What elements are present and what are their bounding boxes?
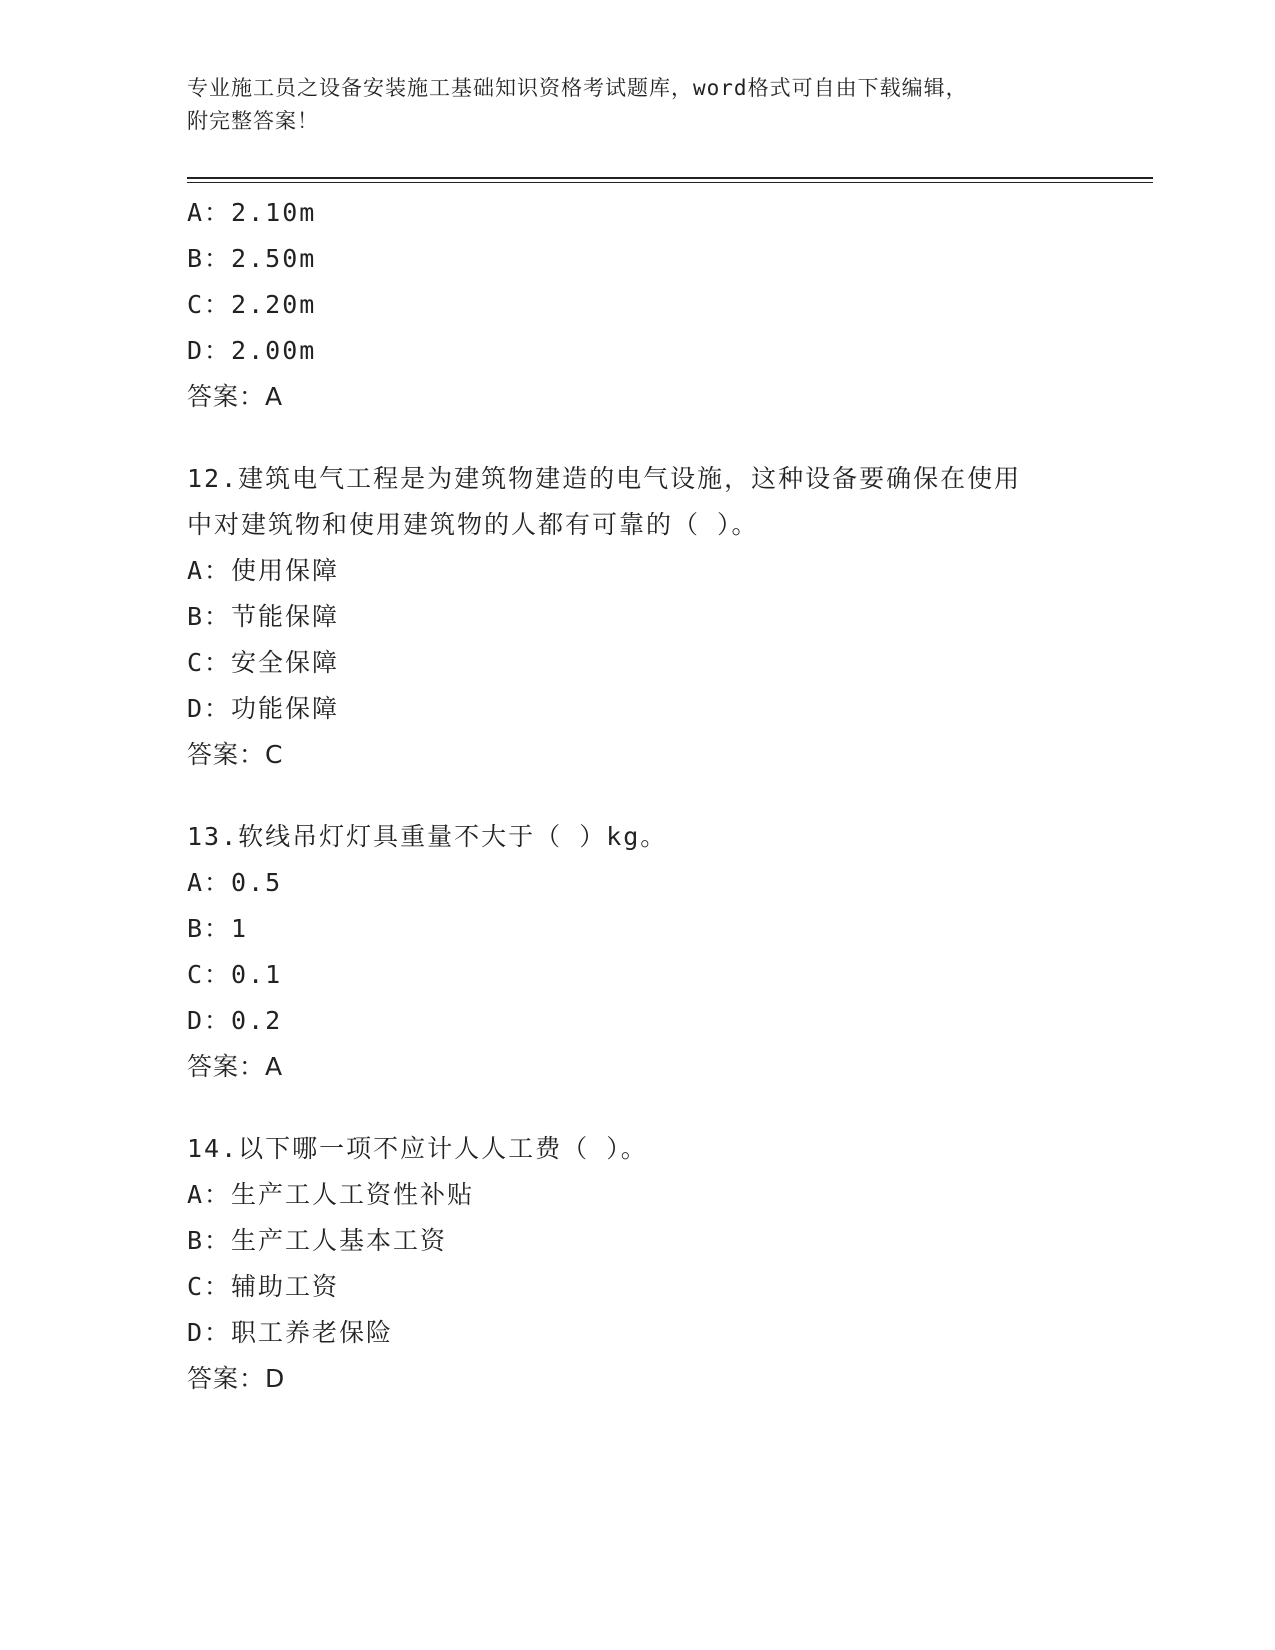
q13-answer: 答案：A [187, 1052, 284, 1081]
q11-option-c: C：2.20m [187, 290, 317, 319]
q12-answer: 答案：C [187, 740, 284, 769]
question-list [187, 190, 1153, 1402]
q11-option-a: A：2.10m [187, 198, 317, 227]
q14-answer: 答案：D [187, 1364, 286, 1393]
q13-stem: 13.软线吊灯灯具重量不大于（ ）kg。 [187, 822, 668, 851]
q13-option-c: C：0.1 [187, 960, 283, 989]
q12-option-b: B：节能保障 [187, 602, 340, 631]
header-divider-thin [187, 182, 1153, 183]
question-14 [187, 1126, 1153, 1402]
header-divider-thick [187, 177, 1153, 179]
page-header [187, 72, 1067, 138]
q14-option-a: A：生产工人工资性补贴 [187, 1180, 475, 1209]
header-line-1: 专业施工员之设备安装施工基础知识资格考试题库，word格式可自由下载编辑， [187, 76, 968, 100]
q11-option-b: B：2.50m [187, 244, 317, 273]
q13-option-b: B：1 [187, 914, 249, 943]
q12-option-a: A：使用保障 [187, 556, 340, 585]
question-11 [187, 190, 1153, 420]
q11-option-d: D：2.00m [187, 336, 317, 365]
q12-stem-line-1: 12.建筑电气工程是为建筑物建造的电气设施，这种设备要确保在使用 [187, 464, 1022, 493]
q14-option-d: D：职工养老保险 [187, 1318, 394, 1347]
q12-option-d: D：功能保障 [187, 694, 340, 723]
question-13 [187, 814, 1153, 1090]
q13-option-d: D：0.2 [187, 1006, 283, 1035]
q14-stem: 14.以下哪一项不应计人人工费（ ）。 [187, 1134, 648, 1163]
q11-answer: 答案：A [187, 382, 284, 411]
q12-stem-line-2: 中对建筑物和使用建筑物的人都有可靠的（ ）。 [187, 510, 759, 539]
q14-option-c: C：辅助工资 [187, 1272, 340, 1301]
q12-option-c: C：安全保障 [187, 648, 340, 677]
question-12 [187, 456, 1153, 778]
header-line-2: 附完整答案！ [187, 109, 319, 133]
q12-stem [187, 456, 1153, 548]
q13-option-a: A：0.5 [187, 868, 283, 897]
q14-option-b: B：生产工人基本工资 [187, 1226, 448, 1255]
